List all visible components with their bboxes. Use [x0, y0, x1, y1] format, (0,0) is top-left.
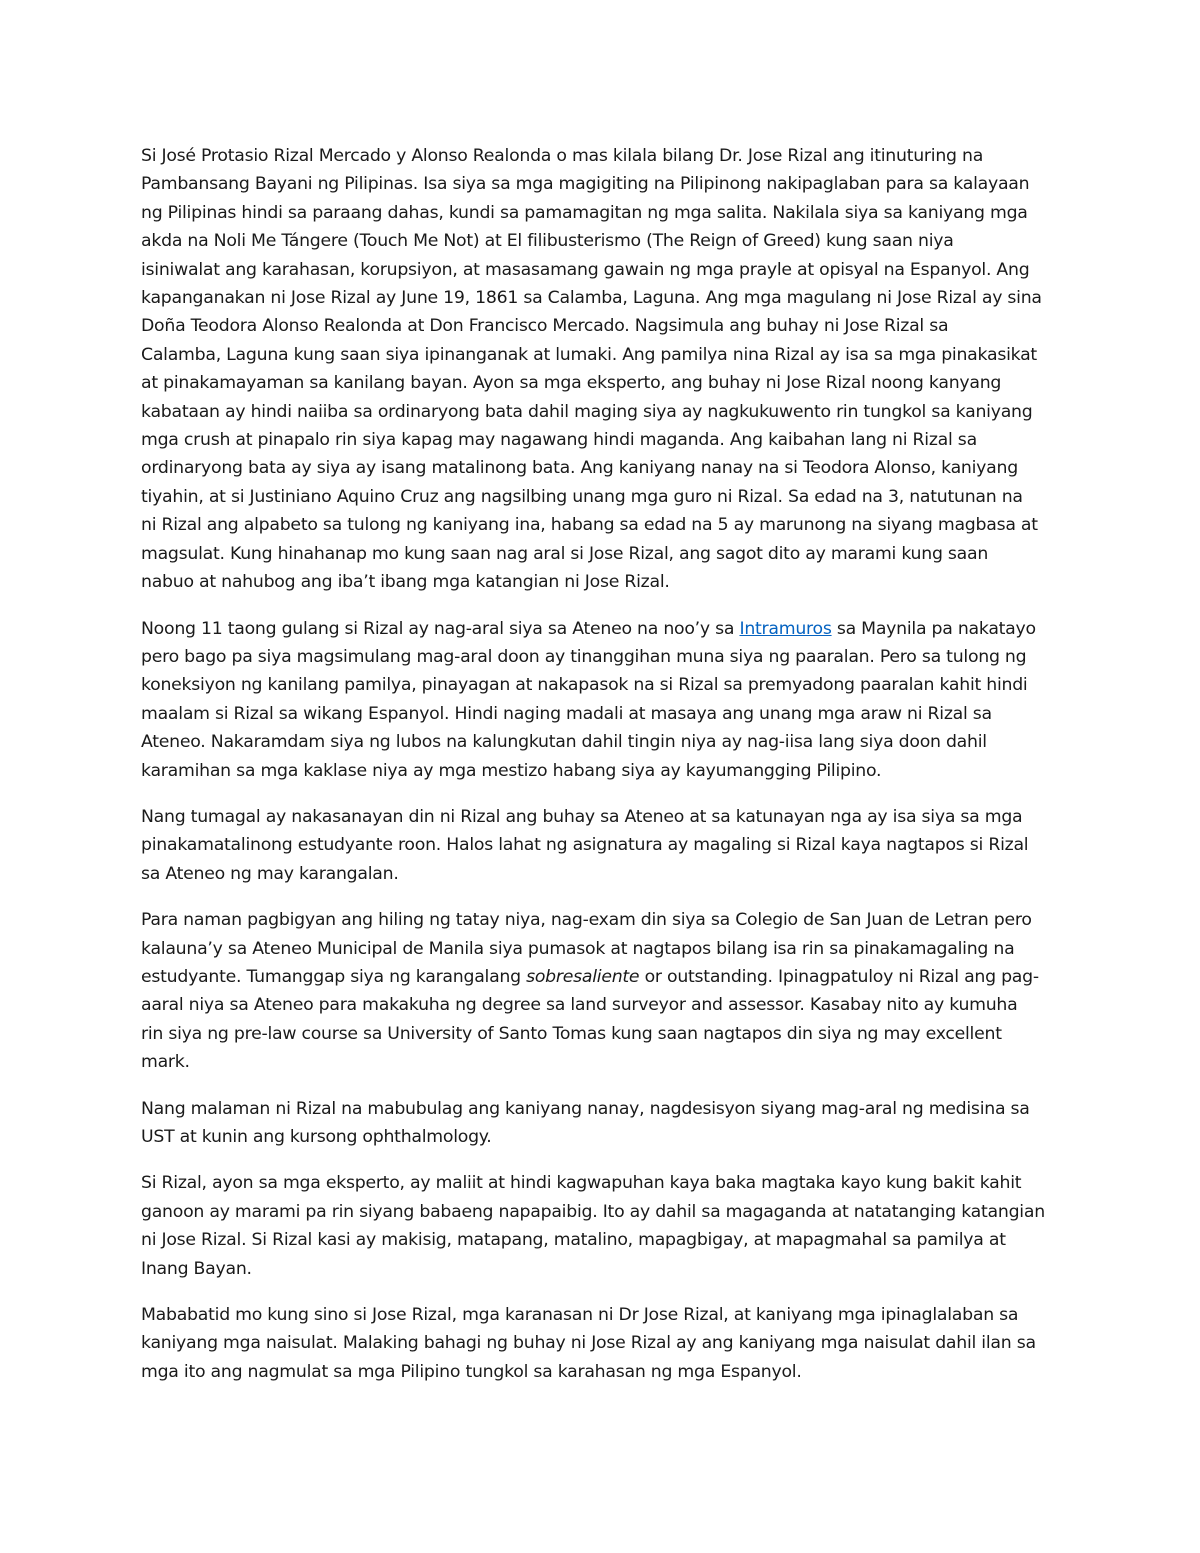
- text-line: pinakamatalinong estudyante roon. Halos lahat ng asignatura ay magaling si Rizal kaya nagtapos si Rizal: [141, 835, 1029, 856]
- text-line: akda na Noli Me Tángere (Touch Me Not) at El filibusterismo (The Reign of Greed) kung saan niya: [141, 231, 954, 252]
- paragraph-2: [141, 615, 1061, 785]
- text-line: aaral niya sa Ateneo para makakuha ng degree sa land surveyor and assessor. Kasabay nito ay kumuha: [141, 995, 1018, 1016]
- text-line: maalam si Rizal sa wikang Espanyol. Hindi naging madali at masaya ang unang mga araw ni Rizal sa: [141, 703, 992, 724]
- text-line: Si José Protasio Rizal Mercado y Alonso Realonda o mas kilala bilang Dr. Jose Rizal ang itinuturing na: [141, 146, 984, 166]
- text-line: mark.: [141, 1052, 190, 1073]
- text-line: [141, 615, 1061, 643]
- text-line: rin siya ng pre-law course sa University of Santo Tomas kung saan nagtapos din siya ng may excellent: [141, 1023, 1002, 1044]
- text-line: tiyahin, at si Justiniano Aquino Cruz ang nagsilbing unang mga guro ni Rizal. Sa edad na 3, natutunan na: [141, 486, 1023, 507]
- text-line: at pinakamayaman sa kanilang bayan. Ayon sa mga eksperto, ang buhay ni Jose Rizal noong kanyang: [141, 373, 1002, 394]
- text-line: koneksiyon ng kanilang pamilya, pinayagan at nakapasok na si Rizal sa premyadong paaralan kahit hindi: [141, 675, 1028, 696]
- paragraph-6: [141, 1169, 1061, 1283]
- text-line: Nang malaman ni Rizal na mabubulag ang kaniyang nanay, nagdesisyon siyang mag-aral ng medisina sa: [141, 1098, 1030, 1119]
- text-line: Doña Teodora Alonso Realonda at Don Francisco Mercado. Nagsimula ang buhay ni Jose Rizal sa: [141, 316, 949, 337]
- text-line: Inang Bayan.: [141, 1258, 252, 1279]
- text-line: kapanganakan ni Jose Rizal ay June 19, 1861 sa Calamba, Laguna. Ang mga magulang ni Jose Rizal ay sina: [141, 288, 1042, 309]
- document-body: [141, 142, 1061, 1404]
- italic-term: sobresaliente: [526, 966, 640, 987]
- text-line: Pambansang Bayani ng Pilipinas. Isa siya sa mga magigiting na Pilipinong nakipaglaban para sa kalayaan: [141, 174, 1030, 195]
- text-line: [141, 963, 1061, 991]
- text-line: nabuo at nahubog ang iba’t ibang mga katangian ni Jose Rizal.: [141, 572, 670, 593]
- text-segment: estudyante. Tumanggap siya ng karangalang: [141, 966, 527, 987]
- text-line: kaniyang mga naisulat. Malaking bahagi ng buhay ni Jose Rizal ay ang kaniyang mga naisulat dahil ilan sa: [141, 1333, 1036, 1354]
- text-line: Para naman pagbigyan ang hiling ng tatay niya, nag-exam din siya sa Colegio de San Juan de Letran pero: [141, 910, 1032, 931]
- text-line: kabataan ay hindi naiiba sa ordinaryong bata dahil maging siya ay nagkukuwento rin tungkol sa kaniyang: [141, 401, 1033, 422]
- text-line: ganoon ay marami pa rin siyang babaeng napapaibig. Ito ay dahil sa magaganda at natatanging katangian: [141, 1201, 1045, 1222]
- intramuros-link[interactable]: Intramuros: [739, 618, 832, 639]
- text-line: ordinaryong bata ay siya ay isang matalinong bata. Ang kaniyang nanay na si Teodora Alonso, kaniyang: [141, 458, 1018, 479]
- text-line: Nang tumagal ay nakasanayan din ni Rizal ang buhay sa Ateneo at sa katunayan nga ay isa siya sa mga: [141, 806, 1023, 827]
- paragraph-1: [141, 142, 1061, 597]
- text-line: ni Jose Rizal. Si Rizal kasi ay makisig, matapang, matalino, mapagbigay, at mapagmahal sa pamilya at: [141, 1230, 1006, 1251]
- text-line: Calamba, Laguna kung saan siya ipinanganak at lumaki. Ang pamilya nina Rizal ay isa sa mga pinakasikat: [141, 344, 1037, 365]
- paragraph-5: [141, 1095, 1061, 1152]
- text-line: mga ito ang nagmulat sa mga Pilipino tungkol sa karahasan ng mga Espanyol.: [141, 1361, 802, 1382]
- paragraph-4: [141, 906, 1061, 1076]
- text-line: isiniwalat ang karahasan, korupsiyon, at masasamang gawain ng mga prayle at opisyal na Espanyol. Ang: [141, 259, 1030, 280]
- text-line: UST at kunin ang kursong ophthalmology.: [141, 1127, 492, 1147]
- text-segment: sa Maynila pa nakatayo: [831, 618, 1036, 639]
- text-line: mga crush at pinapalo rin siya kapag may nagawang hindi maganda. Ang kaibahan lang ni Rizal sa: [141, 430, 977, 451]
- text-segment: or outstanding. Ipinagpatuloy ni Rizal ang pag-: [639, 966, 1039, 987]
- text-line: ni Rizal ang alpabeto sa tulong ng kaniyang ina, habang sa edad na 5 ay marunong na siyang magbasa at: [141, 515, 1038, 536]
- text-line: Si Rizal, ayon sa mga eksperto, ay maliit at hindi kagwapuhan kaya baka magtaka kayo kung bakit kahit: [141, 1173, 1022, 1194]
- text-line: pero bago pa siya magsimulang mag-aral doon ay tinanggihan muna siya ng paaralan. Pero sa tulong ng: [141, 646, 1027, 667]
- text-line: Ateneo. Nakaramdam siya ng lubos na kalungkutan dahil tingin niya ay nag-iisa lang siya doon dahil: [141, 732, 987, 753]
- text-line: Mababatid mo kung sino si Jose Rizal, mga karanasan ni Dr Jose Rizal, at kaniyang mga ipinaglalaban sa: [141, 1305, 1019, 1326]
- text-line: sa Ateneo ng may karangalan.: [141, 863, 399, 884]
- text-line: ng Pilipinas hindi sa paraang dahas, kundi sa pamamagitan ng mga salita. Nakilala siya sa kaniyang mga: [141, 202, 1028, 223]
- paragraph-3: [141, 803, 1061, 888]
- text-line: kalauna’y sa Ateneo Municipal de Manila siya pumasok at nagtapos bilang isa rin sa pinakamagaling na: [141, 938, 1015, 959]
- text-line: magsulat. Kung hinahanap mo kung saan nag aral si Jose Rizal, ang sagot dito ay marami kung saan: [141, 543, 989, 564]
- text-line: karamihan sa mga kaklase niya ay mga mestizo habang siya ay kayumangging Pilipino.: [141, 760, 882, 781]
- paragraph-7: [141, 1301, 1061, 1386]
- text-segment: Noong 11 taong gulang si Rizal ay nag-aral siya sa Ateneo na noo’y sa: [141, 618, 740, 639]
